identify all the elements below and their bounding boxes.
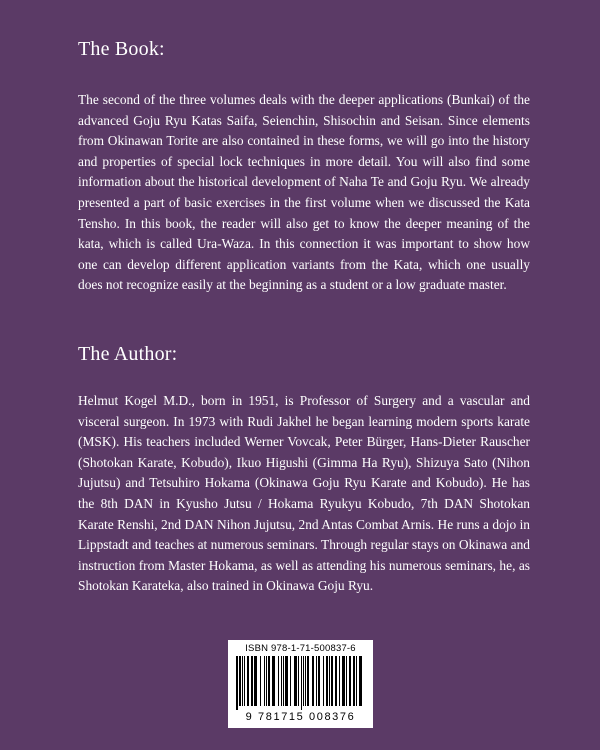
barcode-bar [290, 656, 291, 706]
barcode-bars-graphic [236, 656, 365, 710]
barcode-digits: 9 781715 008376 [245, 711, 356, 723]
isbn-barcode [228, 640, 373, 728]
book-description: The second of the three volumes deals with the deeper applications (Bunkai) of the advanced Goju Ryu Katas Saifa, Seienchin, Shisochin and Seisan. Since elements from Okinawan Torite are also contained in these forms, we will go into the history and properties of special lock techniques in more detail. You will also find some information about the historical development of Naha Te and Goju Ryu. We already presented a part of basic exercises in the first volume when we discussed the Kata Tensho. In this book, the reader will also get to know the deeper meaning of the kata, which is called Ura-Waza. In this connection it was important to show how one can develop different application variants from the Kata, which one usually does not recognize easily at the beginning as a student or a low graduate master. [78, 92, 530, 293]
barcode-bar [268, 656, 270, 706]
barcode-bar [236, 656, 238, 710]
barcode-bar [254, 656, 257, 706]
barcode-bar [303, 656, 304, 706]
barcode-bar [281, 656, 282, 706]
barcode-bar [331, 656, 333, 706]
barcode-bar [251, 656, 253, 706]
barcode-bar [323, 656, 324, 706]
barcode-bar [316, 656, 317, 706]
author-heading: The Author: [78, 343, 178, 365]
book-heading: The Book: [78, 38, 165, 60]
barcode-bar [335, 656, 337, 706]
barcode-bar [242, 656, 243, 706]
barcode-bar [298, 656, 299, 706]
barcode-bar [260, 656, 261, 706]
barcode-bar [329, 656, 330, 706]
barcode-bar [278, 656, 279, 706]
barcode-bar [244, 656, 245, 706]
barcode-bar [349, 656, 351, 706]
barcode-bar [356, 656, 357, 706]
barcode-bar [272, 656, 275, 706]
barcode-bar [266, 656, 267, 706]
barcode-bar [312, 656, 314, 706]
barcode-bar [353, 656, 355, 706]
author-biography: Helmut Kogel M.D., born in 1951, is Professor of Surgery and a vascular and visceral surgeon. In 1973 with Rudi Jakhel he began learning modern sports karate (MSK). His teachers included Werner Vovcak, Peter Bürger, Hans-Dieter Rauscher (Shotokan Karate, Kobudo), Ikuo Higushi (Gimma Ha Ryu), Shizuya Sato (Nihon Jujutsu) and Tetsuhiro Hokama (Okinawa Goju Ryu Karate and Kobudo). He has the 8th DAN in Kyusho Jutsu / Hokama Ryukyu Kobudo, 7th DAN Shotokan Karate Renshi, 2nd DAN Nihon Jujutsu, 2nd Antas Combat Arnis. He runs a dojo in Lippstadt and teaches at numerous seminars. Through regular stays on Okinawa and instruction from Master Hokama, as well as attending his numerous seminars, he, as Shotokan Karateka, also trained in Okinawa Goju Ryu. [78, 393, 530, 594]
barcode-bar [283, 656, 284, 706]
barcode-bar [346, 656, 347, 706]
barcode-bar [294, 656, 297, 706]
barcode-bar [305, 656, 306, 706]
barcode-bar [264, 656, 265, 706]
barcode-bar [359, 656, 362, 706]
barcode-bar [326, 656, 328, 706]
barcode-bar [339, 656, 340, 706]
barcode-bar [247, 656, 249, 706]
isbn-label: ISBN 978-1-71-500837-6 [245, 643, 356, 654]
barcode-bar [307, 656, 309, 706]
barcode-bar [239, 656, 241, 706]
barcode-bar [318, 656, 320, 706]
barcode-bar [301, 656, 302, 710]
barcode-bar [342, 656, 345, 706]
barcode-bar [285, 656, 288, 706]
